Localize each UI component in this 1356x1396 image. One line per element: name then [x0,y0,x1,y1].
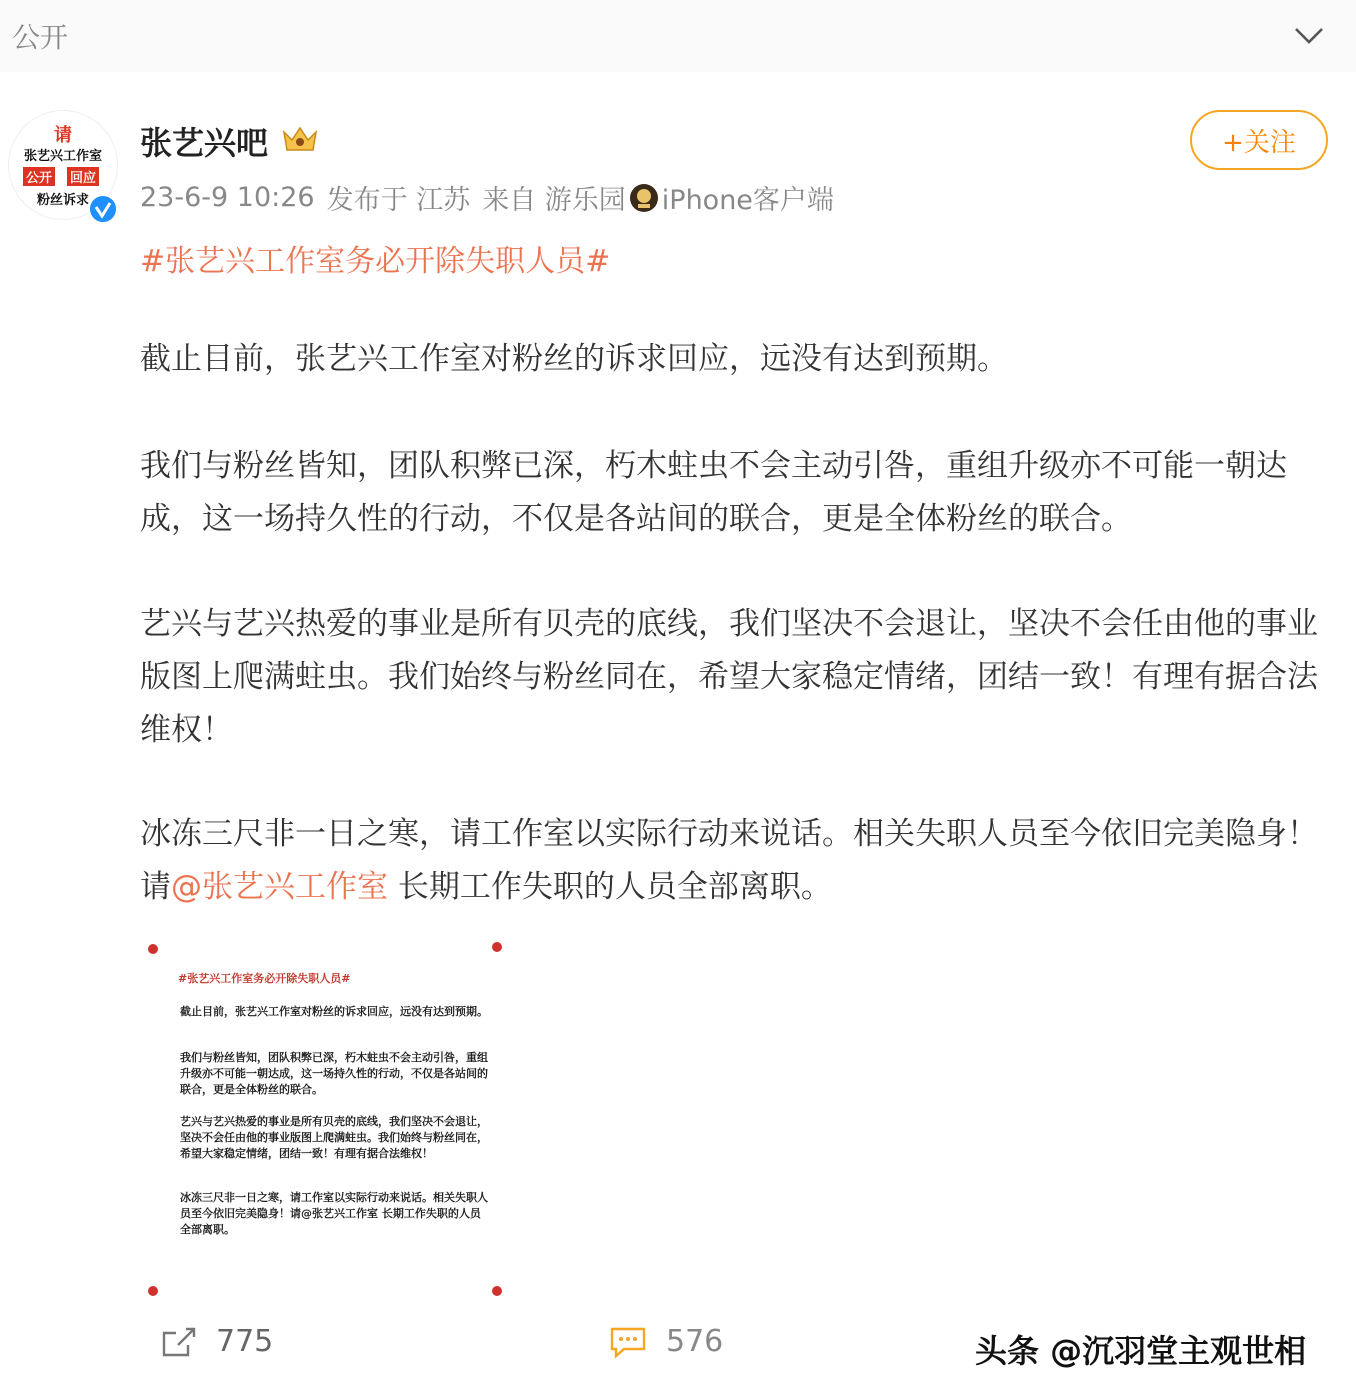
avatar-text: 公开 [23,167,55,186]
post-paragraph: 截止目前，张艺兴工作室对粉丝的诉求回应，远没有达到预期。 [140,341,1008,377]
visibility-label[interactable]: 公开 [12,21,69,54]
avatar-text: 粉丝诉求 [36,193,89,208]
app-badge-icon [628,182,660,214]
post-source-suffix[interactable]: iPhone客户端 [661,185,834,216]
post-meta [140,178,834,217]
avatar-text: 回应 [67,167,99,186]
image-paragraph: 我们与粉丝皆知，团队积弊已深，朽木蛀虫不会主动引咎，重组升级亦不可能一朝达成，这一场持久性的行动，不仅是各站间的联合，更是全体粉丝的联合。 [180,1051,488,1096]
image-paragraph: 冰冻三尺非一日之寒，请工作室以实际行动来说话。相关失职人员至今依旧完美隐身！请@张艺兴工作室 长期工作失职的人员全部离职。 [180,1191,488,1236]
post-paragraph: 艺兴与艺兴热爱的事业是所有贝壳的底线，我们坚决不会退让，坚决不会任由他的事业版图上爬满蛀虫。我们始终与粉丝同在，希望大家稳定情绪，团结一致！有理有据合法维权！ [140,606,1318,748]
image-paragraph: 截止目前，张艺兴工作室对粉丝的诉求回应，远没有达到预期。 [180,1005,488,1018]
comment-count: 576 [666,1324,724,1359]
corner-dot [148,944,158,954]
corner-dot [492,1286,502,1296]
username[interactable]: 张艺兴吧 [140,124,269,162]
post-location: 发布于 江苏 [326,185,471,216]
repost-button[interactable] [160,1324,273,1359]
corner-dot [148,1286,158,1296]
post-paragraph [140,808,1326,914]
post-source-prefix: 来自 游乐园 [482,185,626,216]
watermark: 头条 @沉羽堂主观世相 [975,1332,1307,1370]
vip-crown-icon [280,122,320,156]
image-paragraph: 艺兴与艺兴热爱的事业是所有贝壳的底线，我们坚决不会退让，坚决不会任由他的事业版图上爬满蛀虫。我们始终与粉丝同在，希望大家稳定情绪，团结一致！有理有据合法维权！ [180,1115,488,1160]
post-date[interactable]: 23-6-9 10:26 [140,182,315,213]
post-paragraph: 我们与粉丝皆知，团队积弊已深，朽木蛀虫不会主动引咎，重组升级亦不可能一朝达成，这一场持久性的行动，不仅是各站间的联合，更是全体粉丝的联合。 [140,448,1287,537]
verified-icon [88,194,118,224]
top-bar [0,0,1356,72]
avatar-text: 张艺兴工作室 [23,149,102,164]
avatar-text: 请 [54,125,72,146]
corner-dot [492,942,502,952]
paragraph-text: 冰冻三尺非一日之寒，请工作室以实际行动来说话。相关失职人员至今依旧完美隐身！请 [140,816,1318,905]
post-image[interactable] [140,930,510,1305]
comment-icon [608,1325,648,1359]
hashtag-link[interactable]: #张艺兴工作室务必开除失职人员# [140,244,611,279]
image-hashtag: #张艺兴工作室务必开除失职人员# [178,972,351,985]
mention-link[interactable]: @张艺兴工作室 [171,869,388,905]
comment-button[interactable] [608,1324,723,1359]
repost-icon [160,1325,198,1359]
repost-count: 775 [216,1324,274,1359]
paragraph-text: 长期工作失职的人员全部离职。 [388,869,832,905]
chevron-down-icon[interactable] [1292,20,1326,50]
follow-button[interactable]: +关注 [1190,110,1328,170]
